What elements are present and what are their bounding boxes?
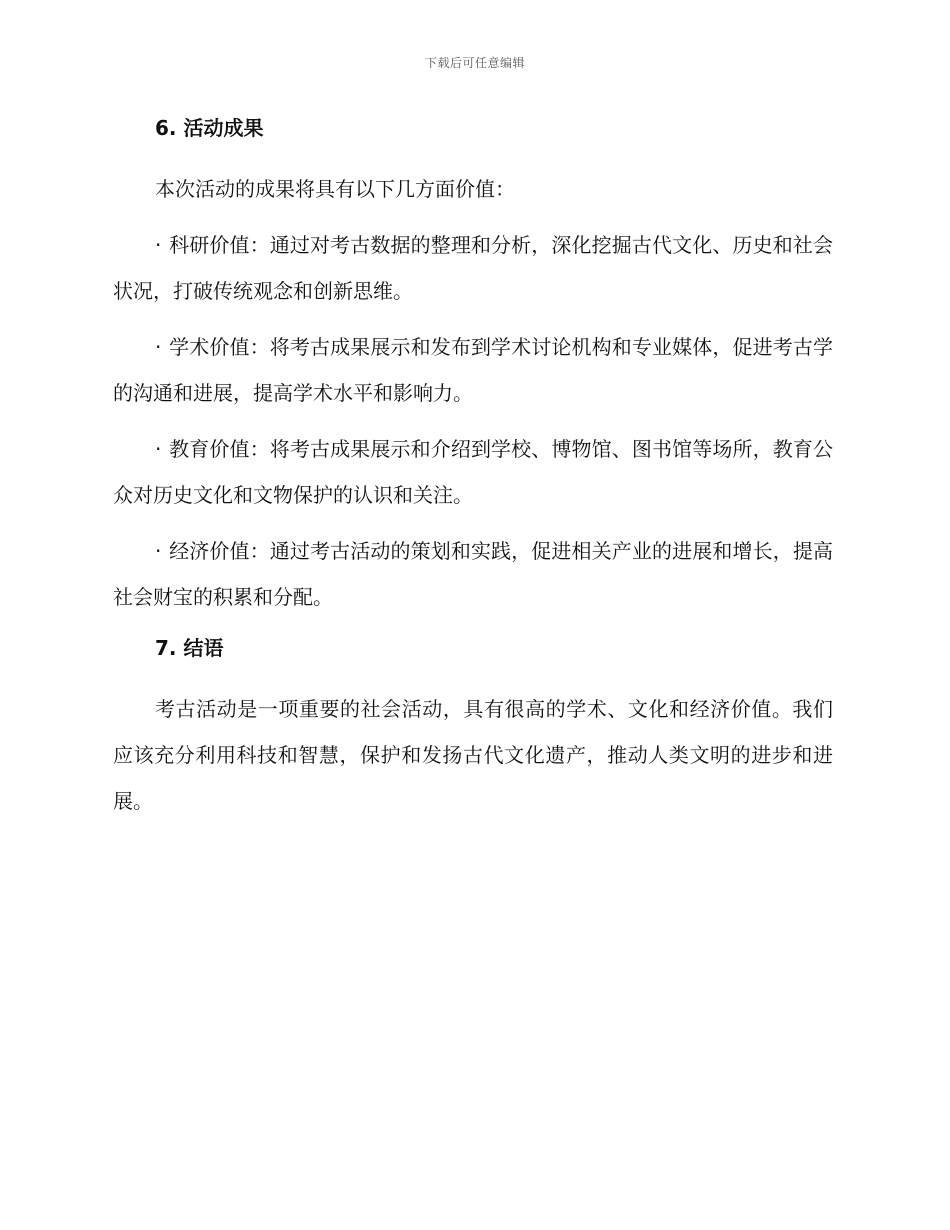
- bullet-item-academic-value: [113, 324, 833, 416]
- bullet-item-education-value: [113, 426, 833, 518]
- bullet-item-economic-value: [113, 528, 833, 620]
- conclusion-paragraph: 考古活动是一项重要的社会活动，具有很高的学术、文化和经济价值。我们应该充分利用科技和智慧，保护和发扬古代文化遗产，推动人类文明的进步和进展。: [113, 697, 833, 813]
- section-heading-results: 6. 活动成果: [155, 116, 264, 140]
- bullet-item-text: 经济价值：通过考古活动的策划和实践，促进相关产业的进展和增长，提高社会财宝的积累和分配。: [113, 539, 833, 609]
- bullet-item-text: 学术价值：将考古成果展示和发布到学术讨论机构和专业媒体，促进考古学的沟通和进展，提高学术水平和影响力。: [113, 335, 833, 405]
- section-heading-conclusion: 7. 结语: [155, 636, 224, 660]
- bullet-item-text: 教育价值：将考古成果展示和介绍到学校、博物馆、图书馆等场所，教育公众对历史文化和文物保护的认识和关注。: [113, 437, 833, 507]
- bullet-item-text: 科研价值：通过对考古数据的整理和分析，深化挖掘古代文化、历史和社会状况，打破传统观念和创新思维。: [113, 233, 833, 303]
- bullet-dot-icon: ·: [155, 539, 162, 563]
- bullet-dot-icon: ·: [155, 335, 162, 359]
- results-intro-paragraph: 本次活动的成果将具有以下几方面价值：: [155, 177, 515, 201]
- page-header-note: 下载后可任意编辑: [424, 56, 525, 70]
- bullet-item-research-value: [113, 222, 833, 314]
- bullet-dot-icon: ·: [155, 437, 162, 461]
- document-body: [113, 110, 833, 824]
- bullet-dot-icon: ·: [155, 233, 162, 257]
